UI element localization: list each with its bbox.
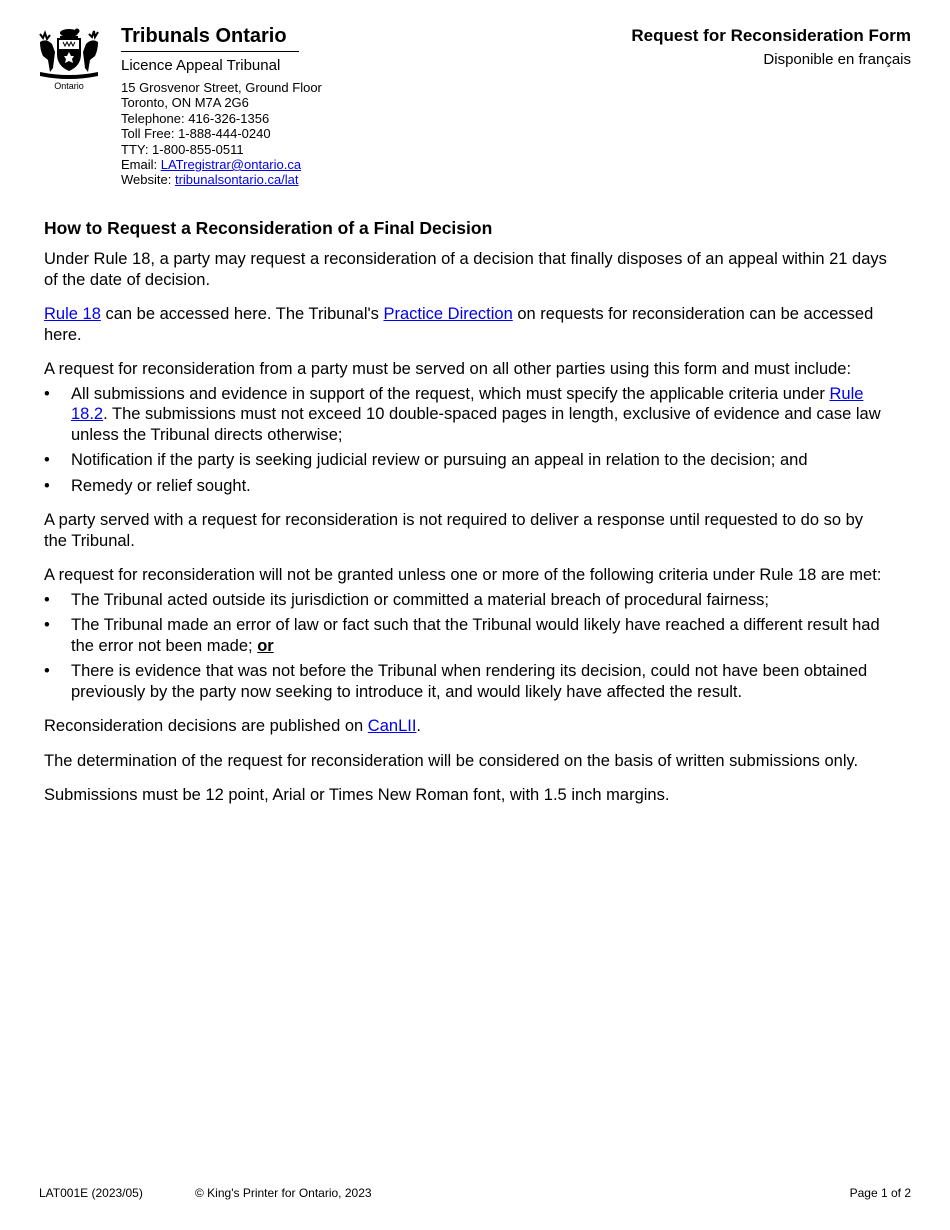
rule-18-link[interactable]: Rule 18 bbox=[44, 305, 101, 323]
website-line bbox=[121, 172, 322, 187]
copyright: © King's Printer for Ontario, 2023 bbox=[195, 1186, 372, 1200]
form-code: LAT001E (2023/05) bbox=[39, 1186, 143, 1200]
coat-of-arms-caption: Ontario bbox=[54, 81, 84, 91]
canlii-link[interactable]: CanLII bbox=[367, 717, 417, 735]
tty: TTY: 1-800-855-0511 bbox=[121, 141, 244, 157]
paragraph-response: A party served with a request for reconsideration is not required to deliver a response until requested to do so by the Tribunal. bbox=[44, 511, 864, 550]
list-item: • All submissions and evidence in support of the request, which must specify the applicable criteria under Rule 18.2. The submissions must not exceed 10 double-spaced pages in length, exclusive of evidence and case law unless the Tribunal directs otherwise; bbox=[44, 384, 881, 444]
bullet-icon: • bbox=[44, 451, 50, 469]
paragraph-criteria: A request for reconsideration will not be granted unless one or more of the following criteria under Rule 18 are met: bbox=[44, 566, 882, 584]
emphasis-or: or bbox=[257, 636, 274, 655]
french-availability-note: Disponible en français bbox=[763, 51, 911, 68]
contact-block bbox=[121, 80, 322, 188]
email-link[interactable]: LATregistrar@ontario.ca bbox=[160, 157, 302, 173]
paragraph-rule-18: Under Rule 18, a party may request a reconsideration of a decision that finally disposes of an appeal within 21 days of the date of decision. bbox=[44, 250, 887, 289]
telephone: Telephone: 416-326-1356 bbox=[121, 110, 270, 126]
list-item: • The Tribunal acted outside its jurisdiction or committed a material breach of procedural fairness; bbox=[44, 590, 769, 609]
bullet-icon: • bbox=[44, 616, 50, 634]
page-number: Page 1 of 2 bbox=[849, 1186, 911, 1200]
list-item: • Notification if the party is seeking judicial review or pursuing an appeal in relation to the decision; and bbox=[44, 451, 808, 469]
organization-name: Tribunals Ontario bbox=[121, 25, 287, 47]
bullet-icon: • bbox=[44, 662, 50, 680]
bullet-icon: • bbox=[44, 384, 50, 403]
bullet-icon: • bbox=[44, 590, 50, 609]
bullet-icon: • bbox=[44, 476, 50, 495]
header-divider bbox=[121, 51, 299, 52]
list-item: • There is evidence that was not before the Tribunal when rendering its decision, could not have been obtained previously by the party now seeking to introduce it, and would likely have affected the result. bbox=[44, 662, 868, 701]
requirements-list bbox=[44, 384, 889, 497]
practice-direction-link[interactable]: Practice Direction bbox=[383, 305, 513, 323]
paragraph-format: Submissions must be 12 point, Arial or Times New Roman font, with 1.5 inch margins. bbox=[44, 786, 670, 804]
email-label: Email: bbox=[121, 157, 161, 173]
website-label: Website: bbox=[121, 172, 175, 188]
email-line bbox=[121, 157, 322, 172]
section-heading: How to Request a Reconsideration of a Final Decision bbox=[44, 218, 493, 238]
website-link[interactable]: tribunalsontario.ca/lat bbox=[174, 172, 299, 188]
paragraph-written-submissions: The determination of the request for reconsideration will be considered on the basis of written submissions only. bbox=[44, 751, 859, 770]
list-item: • Remedy or relief sought. bbox=[44, 476, 251, 495]
address-line-2: Toronto, ON M7A 2G6 bbox=[121, 95, 249, 111]
form-title: Request for Reconsideration Form bbox=[631, 26, 911, 45]
toll-free: Toll Free: 1-888-444-0240 bbox=[121, 126, 271, 142]
address-line-1: 15 Grosvenor Street, Ground Floor bbox=[121, 80, 322, 95]
paragraph-links: Rule 18 can be accessed here. The Tribunal's Practice Direction on requests for reconsideration can be accessed here. bbox=[44, 305, 874, 344]
paragraph-must-include: A request for reconsideration from a party must be served on all other parties using this form and must include: bbox=[44, 360, 852, 378]
list-item: • The Tribunal made an error of law or fact such that the Tribunal would likely have reached a different result had the error not been made; or bbox=[44, 616, 880, 655]
main-content bbox=[44, 218, 889, 820]
criteria-list bbox=[44, 590, 889, 703]
tribunal-name: Licence Appeal Tribunal bbox=[121, 57, 281, 74]
paragraph-canlii: Reconsideration decisions are published on CanLII. bbox=[44, 717, 422, 735]
rule-18-2-link[interactable]: Rule 18.2 bbox=[71, 384, 864, 423]
